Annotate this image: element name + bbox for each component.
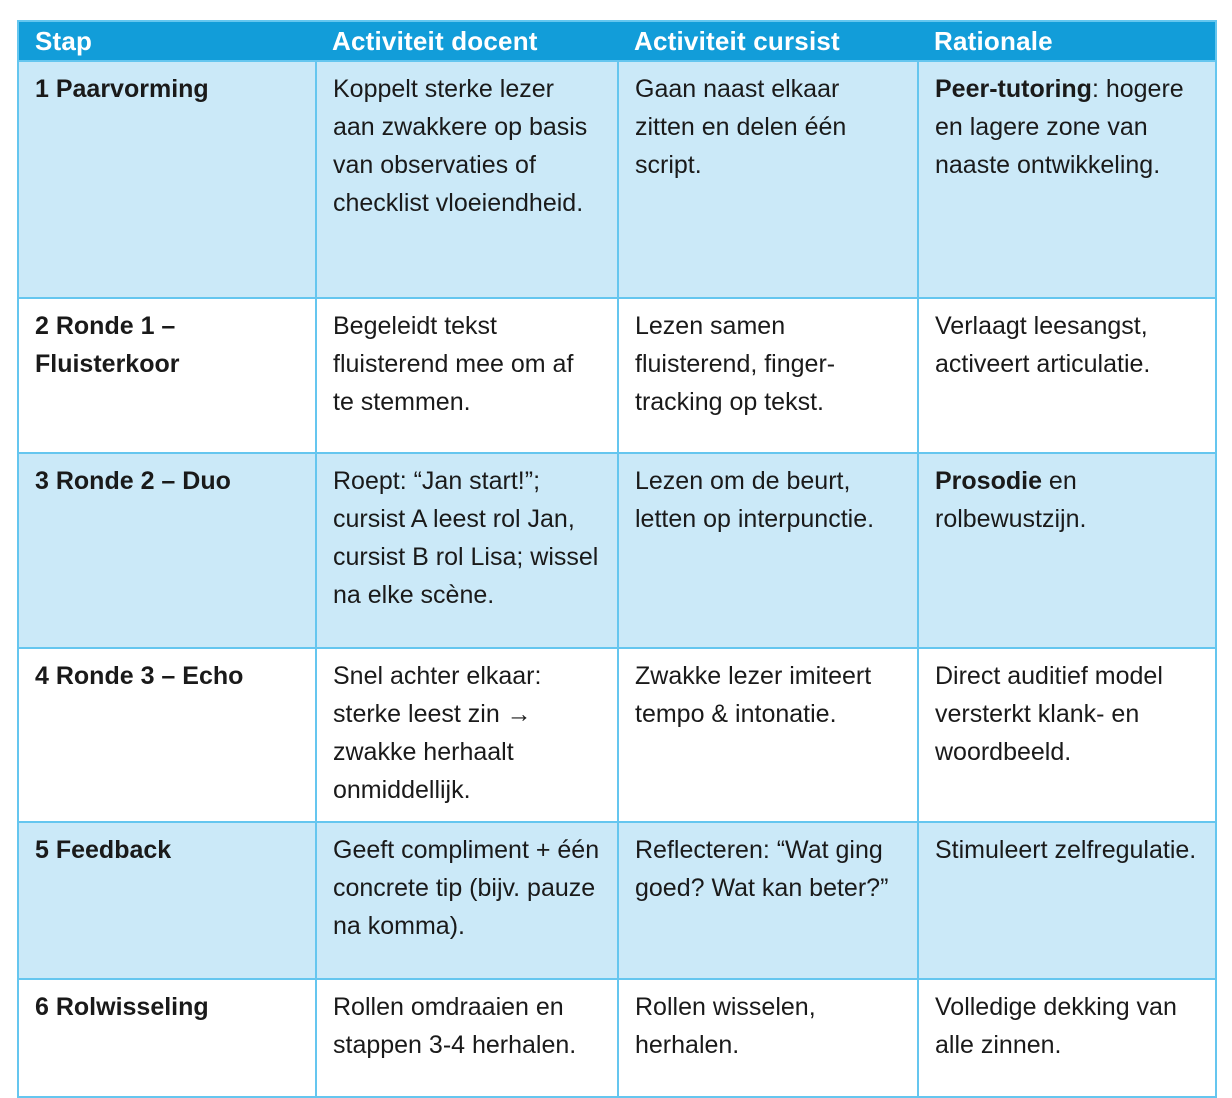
table-row (18, 648, 1216, 822)
rationale-text: Volledige dekking van alle zinnen. (935, 993, 1177, 1059)
cell-cursist-5: Reflecteren: “Wat ging goed? Wat kan beter?” (618, 822, 918, 979)
table-row (18, 453, 1216, 648)
cell-docent-4: Snel achter elkaar: sterke leest zin → zwakke herhaalt onmiddellijk. (316, 648, 618, 822)
rationale-text: Verlaagt leesangst, activeert articulatie. (935, 312, 1151, 378)
cell-stap-1: 1 Paarvorming (18, 61, 316, 298)
column-header-rationale: Rationale (918, 21, 1216, 61)
cell-stap-6: 6 Rolwisseling (18, 979, 316, 1097)
table-row (18, 298, 1216, 453)
cell-rationale-5 (918, 822, 1216, 979)
cell-stap-5: 5 Feedback (18, 822, 316, 979)
cell-docent-2: Begeleidt tekst fluisterend mee om af te stemmen. (316, 298, 618, 453)
cell-stap-4: 4 Ronde 3 – Echo (18, 648, 316, 822)
rationale-text: en rolbewustzijn. (935, 467, 1087, 533)
cell-rationale-2 (918, 298, 1216, 453)
cell-docent-6: Rollen omdraaien en stappen 3-4 herhalen. (316, 979, 618, 1097)
rationale-text: Stimuleert zelfregulatie. (935, 836, 1197, 864)
rationale-text: Direct auditief model versterkt klank- en woordbeeld. (935, 662, 1163, 766)
cell-cursist-2: Lezen samen fluisterend, finger-tracking op tekst. (618, 298, 918, 453)
rationale-bold-term: Peer-tutoring (935, 75, 1092, 103)
cell-docent-3: Roept: “Jan start!”; cursist A leest rol Jan, cursist B rol Lisa; wissel na elke scène. (316, 453, 618, 648)
column-header-activiteit-cursist: Activiteit cursist (618, 21, 918, 61)
table-row (18, 822, 1216, 979)
cell-cursist-1: Gaan naast elkaar zitten en delen één script. (618, 61, 918, 298)
rationale-bold-term: Prosodie (935, 467, 1042, 495)
cell-stap-2: 2 Ronde 1 – Fluisterkoor (18, 298, 316, 453)
cell-rationale-4 (918, 648, 1216, 822)
cell-stap-3: 3 Ronde 2 – Duo (18, 453, 316, 648)
cell-docent-5: Geeft compliment + één concrete tip (bijv. pauze na komma). (316, 822, 618, 979)
cell-rationale-6 (918, 979, 1216, 1097)
table-row (18, 979, 1216, 1097)
table-row (18, 61, 1216, 298)
peer-tutoring-steps-table (17, 20, 1217, 1098)
cell-cursist-6: Rollen wisselen, herhalen. (618, 979, 918, 1097)
column-header-stap: Stap (18, 21, 316, 61)
column-header-activiteit-docent: Activiteit docent (316, 21, 618, 61)
cell-docent-1: Koppelt sterke lezer aan zwakkere op basis van observaties of checklist vloeiendheid. (316, 61, 618, 298)
rationale-text: : hogere en lagere zone van naaste ontwikkeling. (935, 75, 1184, 179)
cell-rationale-1 (918, 61, 1216, 298)
cell-cursist-4: Zwakke lezer imiteert tempo & intonatie. (618, 648, 918, 822)
cell-rationale-3 (918, 453, 1216, 648)
cell-cursist-3: Lezen om de beurt, letten op interpunctie. (618, 453, 918, 648)
header-row (18, 21, 1216, 61)
